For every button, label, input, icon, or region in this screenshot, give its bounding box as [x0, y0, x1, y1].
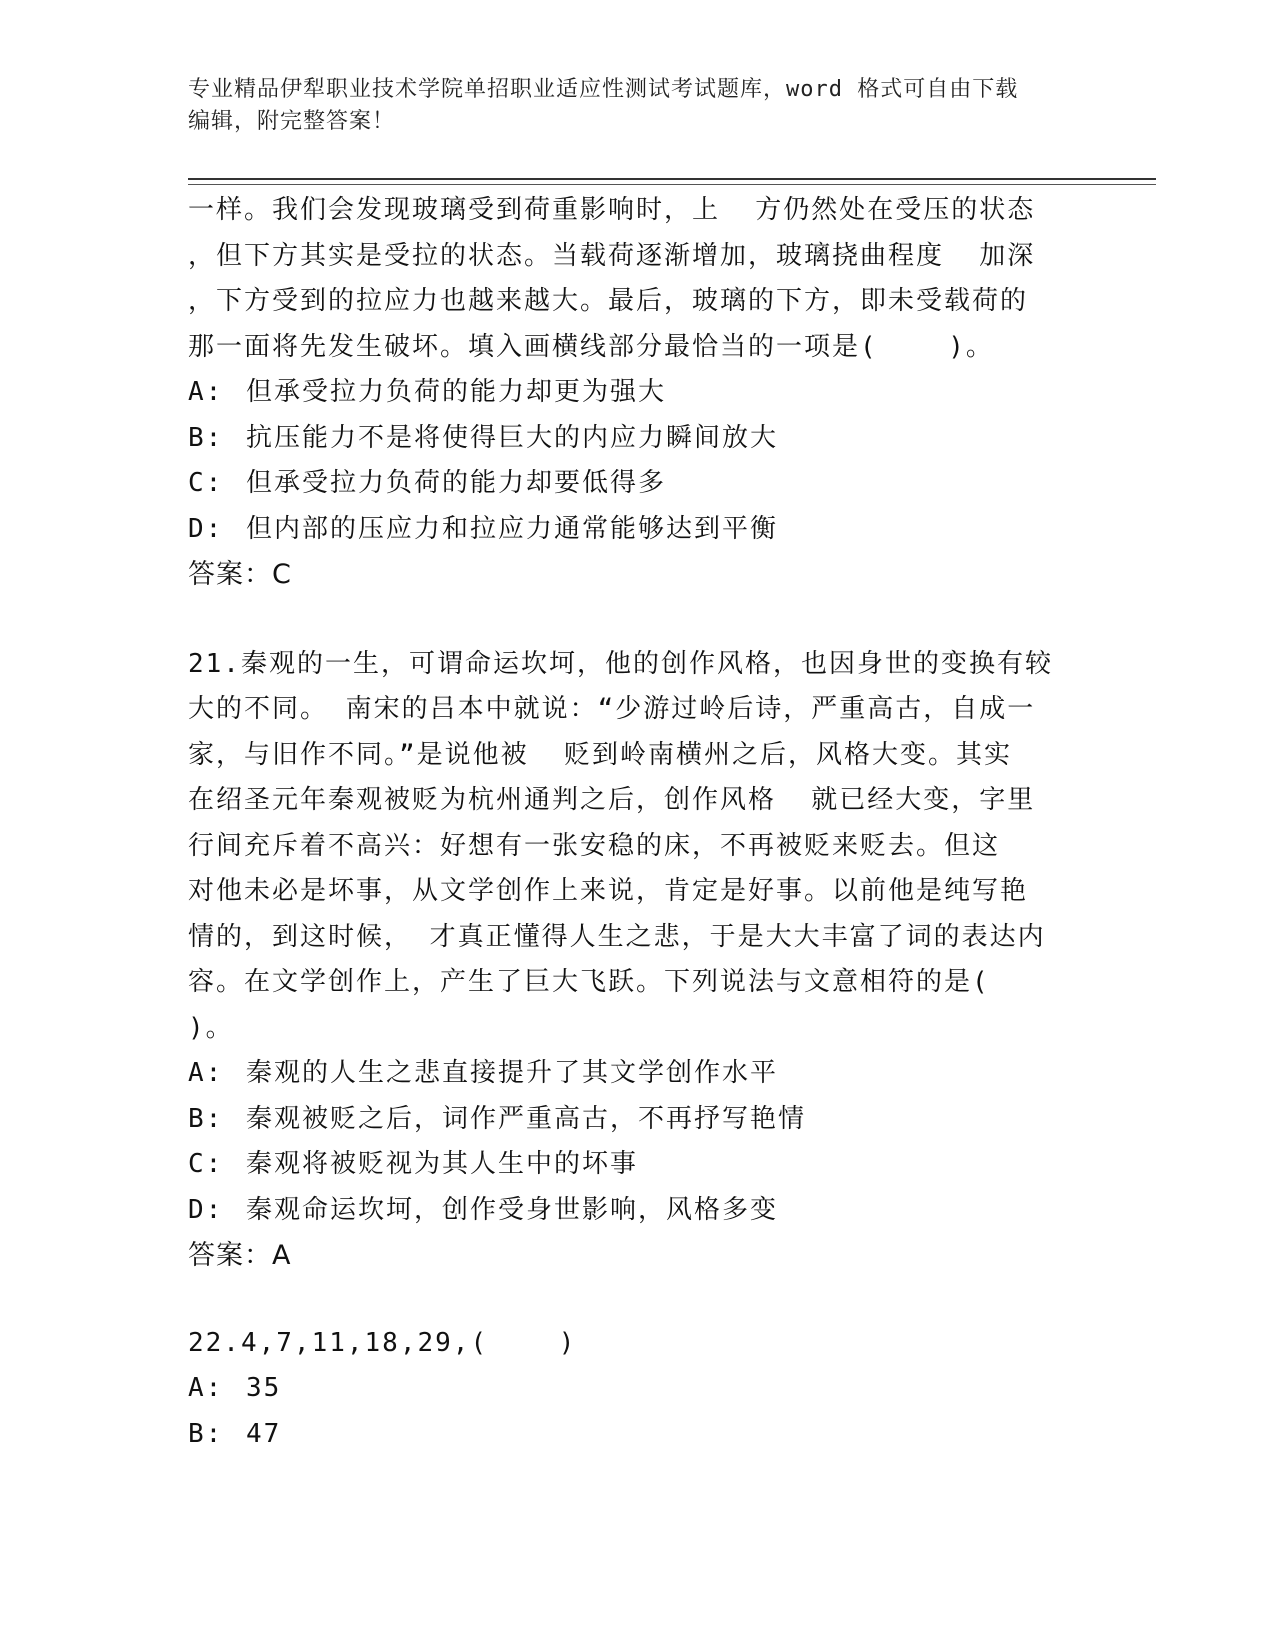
option-key: B:	[188, 422, 224, 453]
answer-line: 答案：A	[188, 1240, 292, 1271]
header-line: 编辑，附完整答案！	[188, 109, 396, 134]
question-text-line: 对他未必是坏事，从文学创作上来说，肯定是好事。以前他是纯写艳	[188, 876, 1029, 906]
option-b	[188, 416, 1088, 462]
question-text-line: 22.4,7,11,18,29,( )	[188, 1327, 577, 1358]
option-text: 47	[246, 1418, 282, 1449]
question-text-line: ，但下方其实是受拉的状态。当载荷逐渐增加，玻璃挠曲程度 加深	[188, 240, 1036, 271]
option-key: D:	[188, 513, 224, 544]
question-text-line: 大的不同。 南宋的吕本中就说：“少游过岭后诗，严重高古，自成一	[188, 694, 1036, 724]
option-text: 秦观将被贬视为其人生中的坏事	[246, 1149, 639, 1179]
page-header	[188, 74, 1088, 138]
header-divider	[188, 184, 1156, 185]
option-text: 但内部的压应力和拉应力通常能够达到平衡	[246, 513, 779, 544]
option-key: A:	[188, 1058, 224, 1088]
option-key: D:	[188, 1194, 224, 1225]
spacer	[188, 598, 1088, 642]
option-b	[188, 1412, 1088, 1458]
question-text-line: 行间充斥着不高兴：好想有一张安稳的床，不再被贬来贬去。但这	[188, 830, 1001, 861]
question-21	[188, 642, 1088, 1279]
question-text-line: 一样。我们会发现玻璃受到荷重影响时，上 方仍然处在受压的状态	[188, 195, 1036, 225]
question-text-line: 在绍圣元年秦观被贬为杭州通判之后，创作风格 就已经大变，字里	[188, 785, 1036, 815]
question-text-line: ，下方受到的拉应力也越来越大。最后，玻璃的下方，即未受载荷的	[188, 286, 1029, 316]
option-key: C:	[188, 1149, 224, 1179]
option-text: 秦观的人生之悲直接提升了其文学创作水平	[246, 1058, 779, 1088]
question-22	[188, 1321, 1088, 1458]
option-b	[188, 1097, 1088, 1143]
question-text-line: 那一面将先发生破坏。填入画横线部分最恰当的一项是( )。	[188, 331, 994, 362]
option-key: A:	[188, 377, 224, 407]
option-text: 但承受拉力负荷的能力却要低得多	[246, 468, 667, 498]
option-c	[188, 1142, 1088, 1188]
option-a	[188, 370, 1088, 416]
question-20	[188, 188, 1088, 598]
header-line: 专业精品伊犁职业技术学院单招职业适应性测试考试题库，word 格式可自由下载	[188, 77, 1019, 102]
option-text: 但承受拉力负荷的能力却更为强大	[246, 377, 667, 407]
document-body	[188, 188, 1088, 1457]
option-text: 35	[246, 1373, 282, 1403]
question-text-line: 情的，到这时候， 才真正懂得人生之悲，于是大大丰富了词的表达内	[188, 921, 1046, 952]
question-text-line: 家，与旧作不同。”是说他被 贬到岭南横州之后，风格大变。其实	[188, 739, 1012, 770]
header-divider	[188, 178, 1156, 180]
spacer	[188, 1279, 1088, 1321]
option-text: 秦观被贬之后，词作严重高古，不再抒写艳情	[246, 1103, 807, 1134]
option-d	[188, 507, 1088, 553]
question-text-line: )。	[188, 1012, 234, 1043]
option-key: C:	[188, 468, 224, 498]
option-key: B:	[188, 1103, 224, 1134]
option-c	[188, 461, 1088, 507]
option-a	[188, 1051, 1088, 1097]
question-text-line: 容。在文学创作上，产生了巨大飞跃。下列说法与文意相符的是(	[188, 967, 990, 997]
option-text: 抗压能力不是将使得巨大的内应力瞬间放大	[246, 422, 779, 453]
answer-line: 答案：C	[188, 559, 292, 590]
option-text: 秦观命运坎坷，创作受身世影响，风格多变	[246, 1194, 779, 1225]
option-key: A:	[188, 1373, 224, 1403]
question-text-line: 21.秦观的一生，可谓命运坎坷，他的创作风格，也因身世的变换有较	[188, 648, 1053, 679]
option-key: B:	[188, 1418, 224, 1449]
option-a	[188, 1366, 1088, 1412]
option-d	[188, 1188, 1088, 1234]
